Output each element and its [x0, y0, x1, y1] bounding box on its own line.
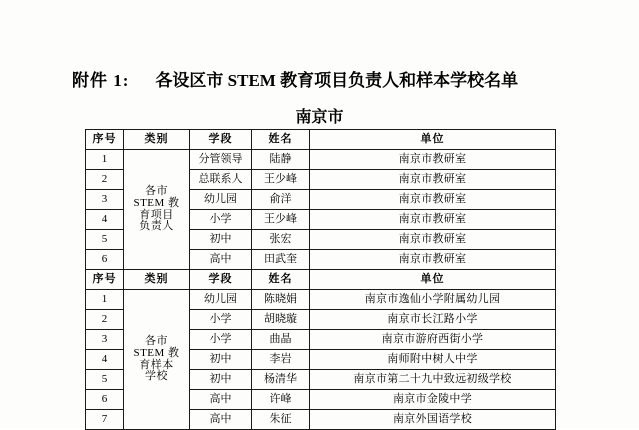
cell-no: 4 — [86, 210, 124, 230]
roster-table — [85, 129, 556, 430]
cell-unit: 南京市游府西街小学 — [310, 330, 556, 350]
category-line: 育样本 — [139, 358, 174, 371]
category-line: 负责人 — [139, 220, 174, 233]
header-cell-stage: 学段 — [190, 130, 252, 150]
cell-name: 胡晓璇 — [252, 310, 310, 330]
attachment-label: 附件 1: — [72, 71, 130, 90]
table-row — [86, 290, 556, 310]
cell-name: 陆静 — [252, 150, 310, 170]
cell-unit: 南京市教研室 — [310, 250, 556, 270]
category-line: 学校 — [145, 370, 168, 383]
cell-unit: 南京市金陵中学 — [310, 390, 556, 410]
header-cell-no: 序号 — [86, 130, 124, 150]
header-cell-stage: 学段 — [190, 270, 252, 290]
category-line: STEM 教 — [133, 196, 180, 209]
cell-no: 4 — [86, 350, 124, 370]
cell-unit: 南京外国语学校 — [310, 410, 556, 430]
cell-unit: 南京市教研室 — [310, 230, 556, 250]
cell-unit: 南师附中树人中学 — [310, 350, 556, 370]
cell-no: 5 — [86, 230, 124, 250]
cell-no: 3 — [86, 190, 124, 210]
cell-no: 6 — [86, 390, 124, 410]
cell-category-schools — [124, 290, 190, 430]
cell-unit: 南京市长江路小学 — [310, 310, 556, 330]
cell-stage: 初中 — [190, 230, 252, 250]
table-row — [86, 150, 556, 170]
page-title: 各设区市 STEM 教育项目负责人和样本学校名单 — [155, 71, 519, 90]
cell-stage: 小学 — [190, 310, 252, 330]
cell-stage: 高中 — [190, 410, 252, 430]
cell-no: 3 — [86, 330, 124, 350]
cell-stage: 高中 — [190, 250, 252, 270]
category-line: 育项目 — [139, 208, 174, 221]
cell-unit: 南京市教研室 — [310, 210, 556, 230]
city-heading: 南京市 — [295, 109, 344, 126]
cell-stage: 幼儿园 — [190, 190, 252, 210]
header-cell-name: 姓名 — [252, 130, 310, 150]
table-header-row-1 — [86, 130, 556, 150]
cell-name: 杨清华 — [252, 370, 310, 390]
cell-unit: 南京市第二十九中致远初级学校 — [310, 370, 556, 390]
category-line: 各市 — [145, 335, 168, 348]
cell-name: 李岩 — [252, 350, 310, 370]
cell-name: 陈晓娟 — [252, 290, 310, 310]
cell-stage: 初中 — [190, 350, 252, 370]
cell-unit: 南京市教研室 — [310, 170, 556, 190]
header-cell-no: 序号 — [86, 270, 124, 290]
cell-name: 俞洋 — [252, 190, 310, 210]
table-header-row-2 — [86, 270, 556, 290]
cell-unit: 南京市教研室 — [310, 190, 556, 210]
cell-name: 田武奎 — [252, 250, 310, 270]
cell-no: 2 — [86, 310, 124, 330]
cell-stage: 幼儿园 — [190, 290, 252, 310]
cell-no: 7 — [86, 410, 124, 430]
category-line: 各市 — [145, 185, 168, 198]
category-line: STEM 教 — [133, 346, 180, 359]
cell-stage: 小学 — [190, 330, 252, 350]
cell-stage: 总联系人 — [190, 170, 252, 190]
cell-name: 曲晶 — [252, 330, 310, 350]
cell-no: 6 — [86, 250, 124, 270]
cell-no: 1 — [86, 150, 124, 170]
cell-stage: 分管领导 — [190, 150, 252, 170]
title-row — [72, 66, 572, 91]
cell-unit: 南京市逸仙小学附属幼儿园 — [310, 290, 556, 310]
cell-no: 2 — [86, 170, 124, 190]
cell-unit: 南京市教研室 — [310, 150, 556, 170]
cell-stage: 初中 — [190, 370, 252, 390]
cell-name: 朱征 — [252, 410, 310, 430]
header-cell-name: 姓名 — [252, 270, 310, 290]
header-cell-category: 类别 — [124, 270, 190, 290]
header-cell-unit: 单位 — [310, 130, 556, 150]
header-cell-category: 类别 — [124, 130, 190, 150]
header-cell-unit: 单位 — [310, 270, 556, 290]
cell-name: 王少峰 — [252, 170, 310, 190]
cell-name: 王少峰 — [252, 210, 310, 230]
cell-stage: 高中 — [190, 390, 252, 410]
cell-name: 许峰 — [252, 390, 310, 410]
cell-stage: 小学 — [190, 210, 252, 230]
cell-category-leaders — [124, 150, 190, 270]
roster-table-wrap — [85, 129, 555, 430]
cell-no: 5 — [86, 370, 124, 390]
cell-name: 张宏 — [252, 230, 310, 250]
cell-no: 1 — [86, 290, 124, 310]
